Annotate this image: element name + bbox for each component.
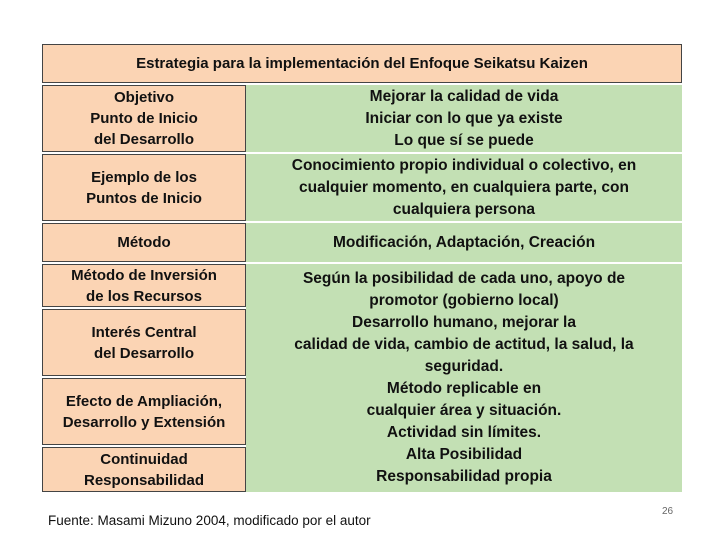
left-cell-method	[42, 223, 246, 262]
right-line: Según la posibilidad de cada uno, apoyo de	[302, 270, 626, 287]
left-line: del Desarrollo	[93, 344, 195, 362]
left-cell-example	[42, 154, 246, 221]
right-line: promotor (gobierno local)	[369, 292, 559, 309]
left-line: del Desarrollo	[93, 131, 195, 148]
right-line: Iniciar con lo que ya existe	[365, 109, 563, 127]
left-cell-continuity	[42, 447, 246, 492]
left-line: Continuidad	[100, 450, 188, 468]
right-line: Desarrollo humano, mejorar la	[352, 314, 576, 331]
source-caption: Fuente: Masami Mizuno 2004, modificado por el autor	[48, 513, 371, 528]
table-title-text: Estrategia para la implementación del Enfoque Seikatsu Kaizen	[136, 55, 588, 72]
right-line: Lo que sí se puede	[394, 131, 534, 149]
left-line: Efecto de Ampliación,	[65, 392, 223, 410]
left-line: Puntos de Inicio	[86, 189, 202, 207]
right-line: Conocimiento propio individual o colectivo, en	[291, 156, 637, 174]
right-line: Método replicable en	[386, 380, 542, 397]
right-cell-details	[246, 264, 682, 492]
left-line: Método	[117, 234, 171, 251]
right-line: cualquier momento, en cualquiera parte, con	[299, 178, 629, 196]
left-cell-effect	[42, 378, 246, 445]
right-line: cualquiera persona	[392, 200, 536, 218]
right-line: Modificación, Adaptación, Creación	[332, 233, 596, 251]
right-cell-example	[246, 154, 682, 221]
right-line: Alta Posibilidad	[405, 446, 523, 463]
right-line: cualquier área y situación.	[366, 402, 562, 419]
right-cell-objective	[246, 85, 682, 152]
right-line: Actividad sin límites.	[386, 424, 542, 441]
left-cell-inversion	[42, 264, 246, 307]
left-cell-interest	[42, 309, 246, 376]
page-number: 26	[662, 506, 674, 517]
left-line: Responsabilidad	[83, 471, 205, 489]
table-title	[42, 44, 682, 83]
left-line: Desarrollo y Extensión	[62, 413, 226, 431]
left-line: Punto de Inicio	[90, 110, 198, 127]
right-line: seguridad.	[424, 358, 504, 375]
left-line: Objetivo	[113, 89, 174, 106]
right-line: Responsabilidad propia	[376, 468, 552, 485]
left-line: de los Recursos	[86, 287, 202, 305]
right-cell-method	[246, 223, 682, 262]
left-line: Ejemplo de los	[91, 168, 197, 186]
right-line: calidad de vida, cambio de actitud, la salud, la	[294, 336, 634, 353]
left-line: Método de Inversión	[71, 266, 217, 284]
left-cell-objective	[42, 85, 246, 152]
left-line: Interés Central	[91, 323, 197, 341]
right-line: Mejorar la calidad de vida	[369, 87, 559, 105]
